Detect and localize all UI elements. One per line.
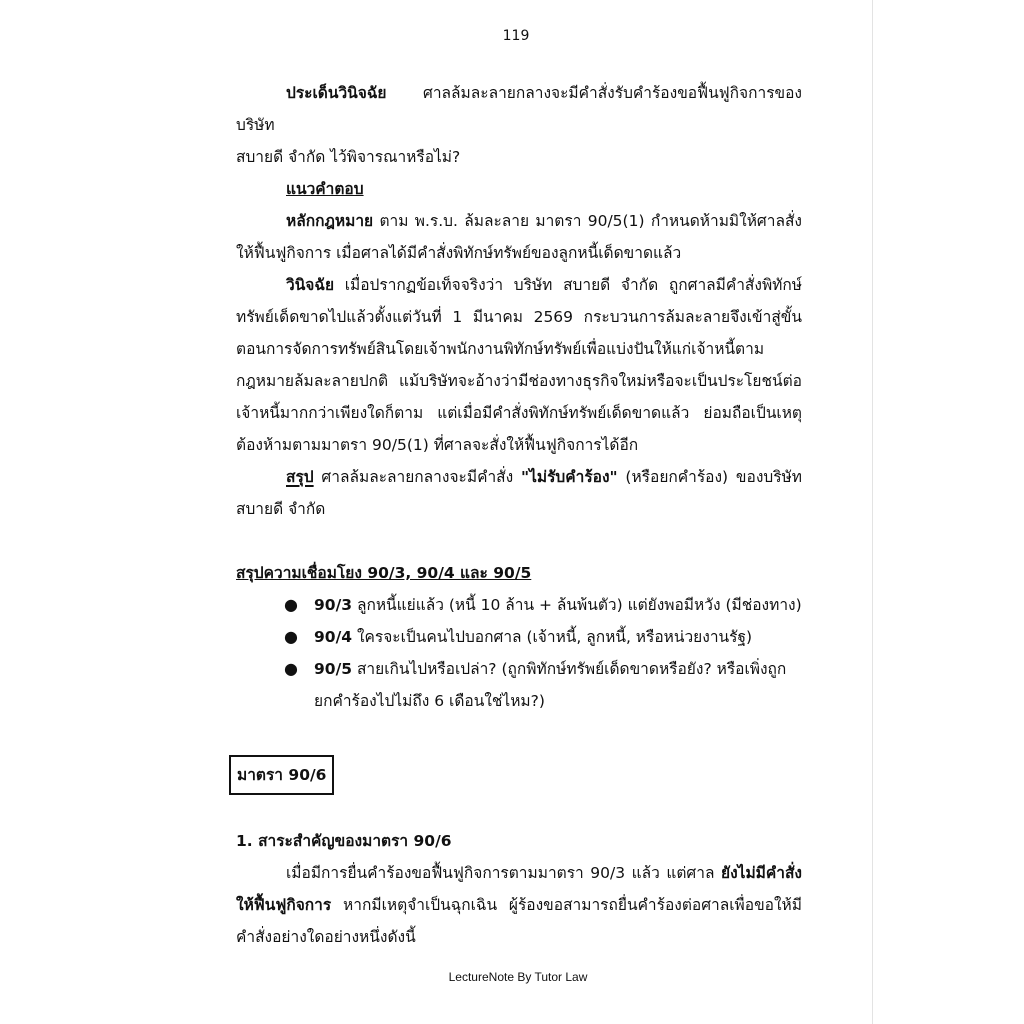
summary-item-text: ใครจะเป็นคนไปบอกศาล (เจ้าหนี้, ลูกหนี้, หรือหน่วยงานรัฐ) xyxy=(352,628,753,646)
summary-item-90-3 xyxy=(284,589,802,621)
section1-heading: 1. สาระสำคัญของมาตรา 90/6 xyxy=(236,832,452,850)
summary-item-label: 90/5 xyxy=(314,660,353,678)
section-box-label: มาตรา 90/6 xyxy=(229,755,334,795)
summary-item-text: สายเกินไปหรือเปล่า? (ถูกพิทักษ์ทรัพย์เด็ดขาดหรือยัง? หรือเพิ่งถูกยกคำร้องไปไม่ถึง 6 เดือนใช่ไหม?) xyxy=(314,660,787,710)
conclusion-text-after: (หรือยกคำร้อง) ของบริษัทสบายดี จำกัด xyxy=(236,468,802,518)
page-number: 119 xyxy=(502,28,530,44)
issue-text-line1: ศาลล้มละลายกลางจะมีคำสั่งรับคำร้องขอฟื้นฟูกิจการของบริษัท xyxy=(236,84,802,134)
summary-heading: สรุปความเชื่อมโยง 90/3, 90/4 และ 90/5 xyxy=(236,564,532,582)
bullet-icon: ● xyxy=(284,627,298,646)
conclusion-emphasis: "ไม่รับคำร้อง" xyxy=(521,468,618,486)
answer-heading: แนวคำตอบ xyxy=(286,180,364,198)
summary-item-label: 90/3 xyxy=(314,596,353,614)
summary-item-90-5 xyxy=(284,653,802,717)
principle-text: ตาม พ.ร.บ. ล้มละลาย มาตรา 90/5(1) กำหนดห้ามมิให้ศาลสั่งให้ฟื้นฟูกิจการ เมื่อศาลได้มีคำสั่งพิทักษ์ทรัพย์ของลูกหนี้เด็ดขาดแล้ว xyxy=(236,212,802,262)
page-content xyxy=(236,77,802,953)
summary-list xyxy=(236,589,802,717)
spacer xyxy=(236,525,802,557)
issue-paragraph xyxy=(236,77,802,173)
section-box-row xyxy=(236,755,802,795)
ruling-paragraph xyxy=(236,269,802,461)
page-edge-divider xyxy=(872,0,873,1024)
ruling-label: วินิจฉัย xyxy=(286,276,335,294)
bullet-icon: ● xyxy=(284,659,298,678)
issue-label: ประเด็นวินิจฉัย xyxy=(286,84,387,102)
summary-item-text: ลูกหนี้แย่แล้ว (หนี้ 10 ล้าน + ล้นพ้นตัว) แต่ยังพอมีหวัง (มีช่องทาง) xyxy=(352,596,802,614)
footer-text: LectureNote By Tutor Law xyxy=(448,970,588,984)
spacer xyxy=(236,795,802,825)
section1-text-before: เมื่อมีการยื่นคำร้องขอฟื้นฟูกิจการตามมาตรา 90/3 แล้ว แต่ศาล xyxy=(286,864,722,882)
section1-paragraph xyxy=(236,857,802,953)
conclusion-label: สรุป xyxy=(286,468,314,486)
conclusion-paragraph xyxy=(236,461,802,525)
spacer xyxy=(236,717,802,749)
section1-emphasis: ยังไม่มีคำสั่งให้ฟื้นฟูกิจการ xyxy=(236,864,802,914)
conclusion-text-before: ศาลล้มละลายกลางจะมีคำสั่ง xyxy=(313,468,521,486)
section1-text-after: หากมีเหตุจำเป็นฉุกเฉิน ผู้ร้องขอสามารถยื่นคำร้องต่อศาลเพื่อขอให้มีคำสั่งอย่างใดอย่างหนึ่งดังนี้ xyxy=(236,896,802,946)
ruling-text: เมื่อปรากฏข้อเท็จจริงว่า บริษัท สบายดี จำกัด ถูกศาลมีคำสั่งพิทักษ์ทรัพย์เด็ดขาดไปแล้วตั้งแต่วันที่ 1 มีนาคม 2569 กระบวนการล้มละลายจึงเข้าสู่ขั้นตอนการจัดการทรัพย์สินโดยเจ้าพนักงานพิทักษ์ทรัพย์เพื่อแบ่งปันให้แก่เจ้าหนี้ตามกฎหมายล้มละลายปกติ แม้บริษัทจะอ้างว่ามีช่องทางธุรกิจใหม่หรือจะเป็นประโยชน์ต่อเจ้าหนี้มากกว่าเพียงใดก็ตาม แต่เมื่อมีคำสั่งพิทักษ์ทรัพย์เด็ดขาดแล้ว ย่อมถือเป็นเหตุต้องห้ามตามมาตรา 90/5(1) ที่ศาลจะสั่งให้ฟื้นฟูกิจการได้อีก xyxy=(236,276,802,454)
bullet-icon: ● xyxy=(284,595,298,614)
issue-text-line2: สบายดี จำกัด ไว้พิจารณาหรือไม่? xyxy=(236,148,461,166)
summary-item-label: 90/4 xyxy=(314,628,353,646)
principle-label: หลักกฎหมาย xyxy=(286,212,374,230)
principle-paragraph xyxy=(236,205,802,269)
summary-item-90-4 xyxy=(284,621,802,653)
